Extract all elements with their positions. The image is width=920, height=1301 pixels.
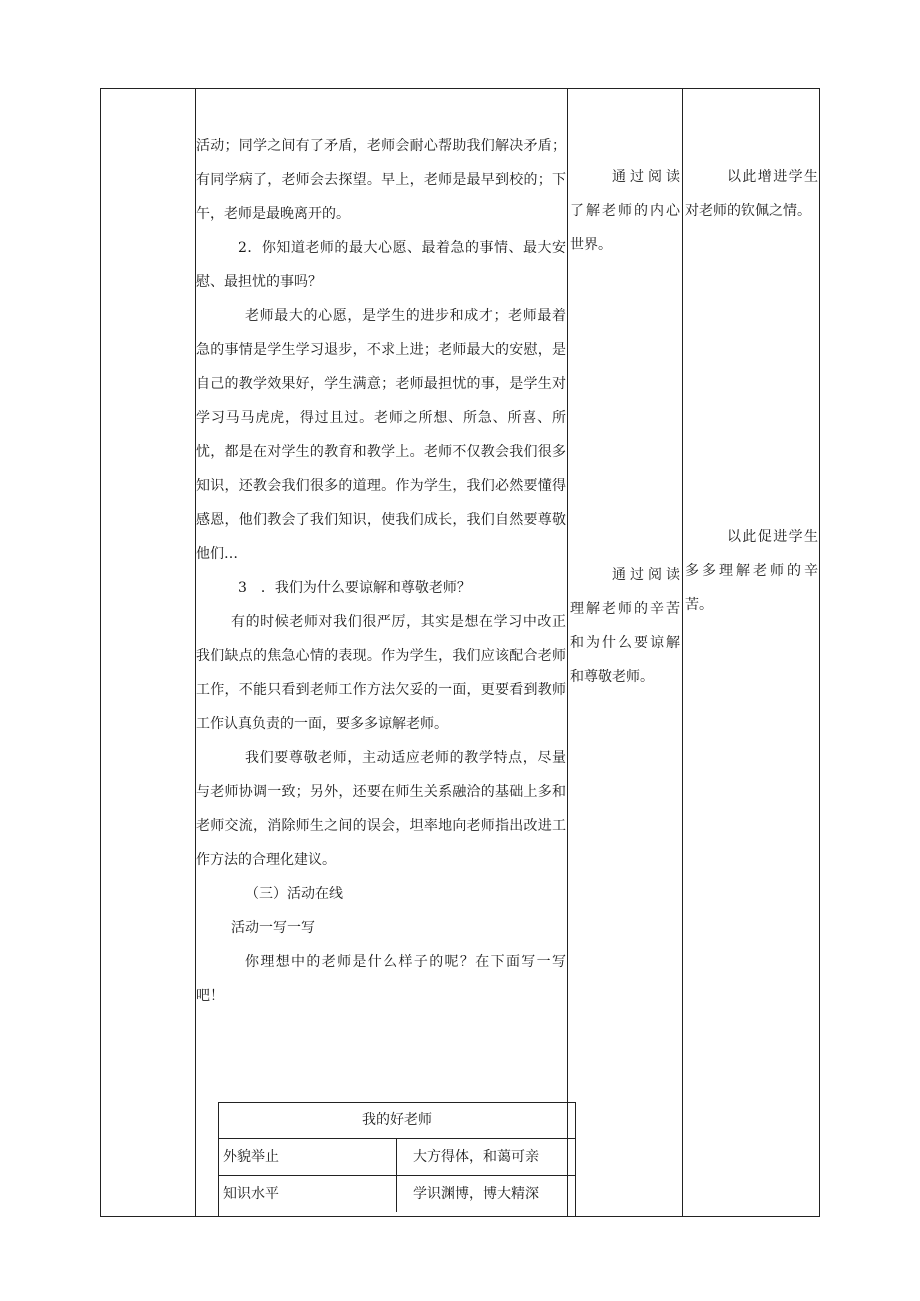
effect-cell xyxy=(685,160,818,228)
form-label: 知识水平 xyxy=(219,1176,397,1212)
form-value[interactable]: 学识渊博，博大精深 xyxy=(413,1186,539,1202)
goal-cell xyxy=(570,558,680,694)
paragraph: 有的时候老师对我们很严厉，其实是想在学习中改正我们缺点的焦急心情的表现。作为学生，我们应该配合老师工作，不能只看到老师工作方法欠妥的一面，更要看到教师工作认真负责的一面，要多多谅解老师。 xyxy=(196,614,566,732)
form-label: 外貌举止 xyxy=(219,1139,397,1175)
question-3: 3 ．我们为什么要谅解和尊敬老师？ xyxy=(238,580,471,596)
goal-text: 通过阅读理解老师的辛苦和为什么要谅解和尊敬老师。 xyxy=(570,567,680,685)
goal-text: 通过阅读了解老师的内心世界。 xyxy=(570,169,680,253)
lesson-content xyxy=(196,129,566,1013)
goal-cell xyxy=(570,160,680,262)
effect-text: 以此促进学生多多理解老师的辛苦。 xyxy=(685,529,818,613)
effect-text: 以此增进学生对老师的钦佩之情。 xyxy=(685,169,818,219)
section-heading: （三）活动在线 xyxy=(245,886,343,902)
form-value[interactable]: 大方得体，和蔼可亲 xyxy=(413,1149,539,1165)
column-divider xyxy=(682,88,683,1217)
form-title: 我的好老师 xyxy=(219,1103,575,1139)
effect-cell xyxy=(685,520,818,622)
question-2: 2．你知道老师的最大心愿、最着急的事情、最大安慰、最担忧的事吗？ xyxy=(196,240,566,290)
form-row xyxy=(219,1176,575,1212)
paragraph: 活动；同学之间有了矛盾，老师会耐心帮助我们解决矛盾；有同学病了，老师会去探望。早上，老师是最早到校的；下午，老师是最晚离开的。 xyxy=(196,138,566,222)
paragraph: 老师最大的心愿，是学生的进步和成才；老师最着急的事情是学生学习退步，不求上进；老师最大的安慰，是自己的教学效果好，学生满意；老师最担忧的事，是学生对学习马马虎虎，得过且过。老师之所想、所急、所喜、所忧，都是在对学生的教育和教学上。老师不仅教会我们很多知识，还教会我们很多的道理。作为学生，我们必然要懂得感恩，他们教会了我们知识，使我们成长，我们自然要尊敬他们… xyxy=(196,308,566,562)
good-teacher-form xyxy=(218,1102,576,1217)
column-divider xyxy=(567,88,568,1217)
form-row xyxy=(219,1139,575,1176)
activity-prompt: 你理想中的老师是什么样子的呢？在下面写一写吧！ xyxy=(196,954,566,1004)
activity-title: 活动一写一写 xyxy=(231,920,315,936)
paragraph: 我们要尊敬老师，主动适应老师的教学特点，尽量与老师协调一致；另外，还要在师生关系融洽的基础上多和老师交流，消除师生之间的误会，坦率地向老师指出改进工作方法的合理化建议。 xyxy=(196,750,566,868)
